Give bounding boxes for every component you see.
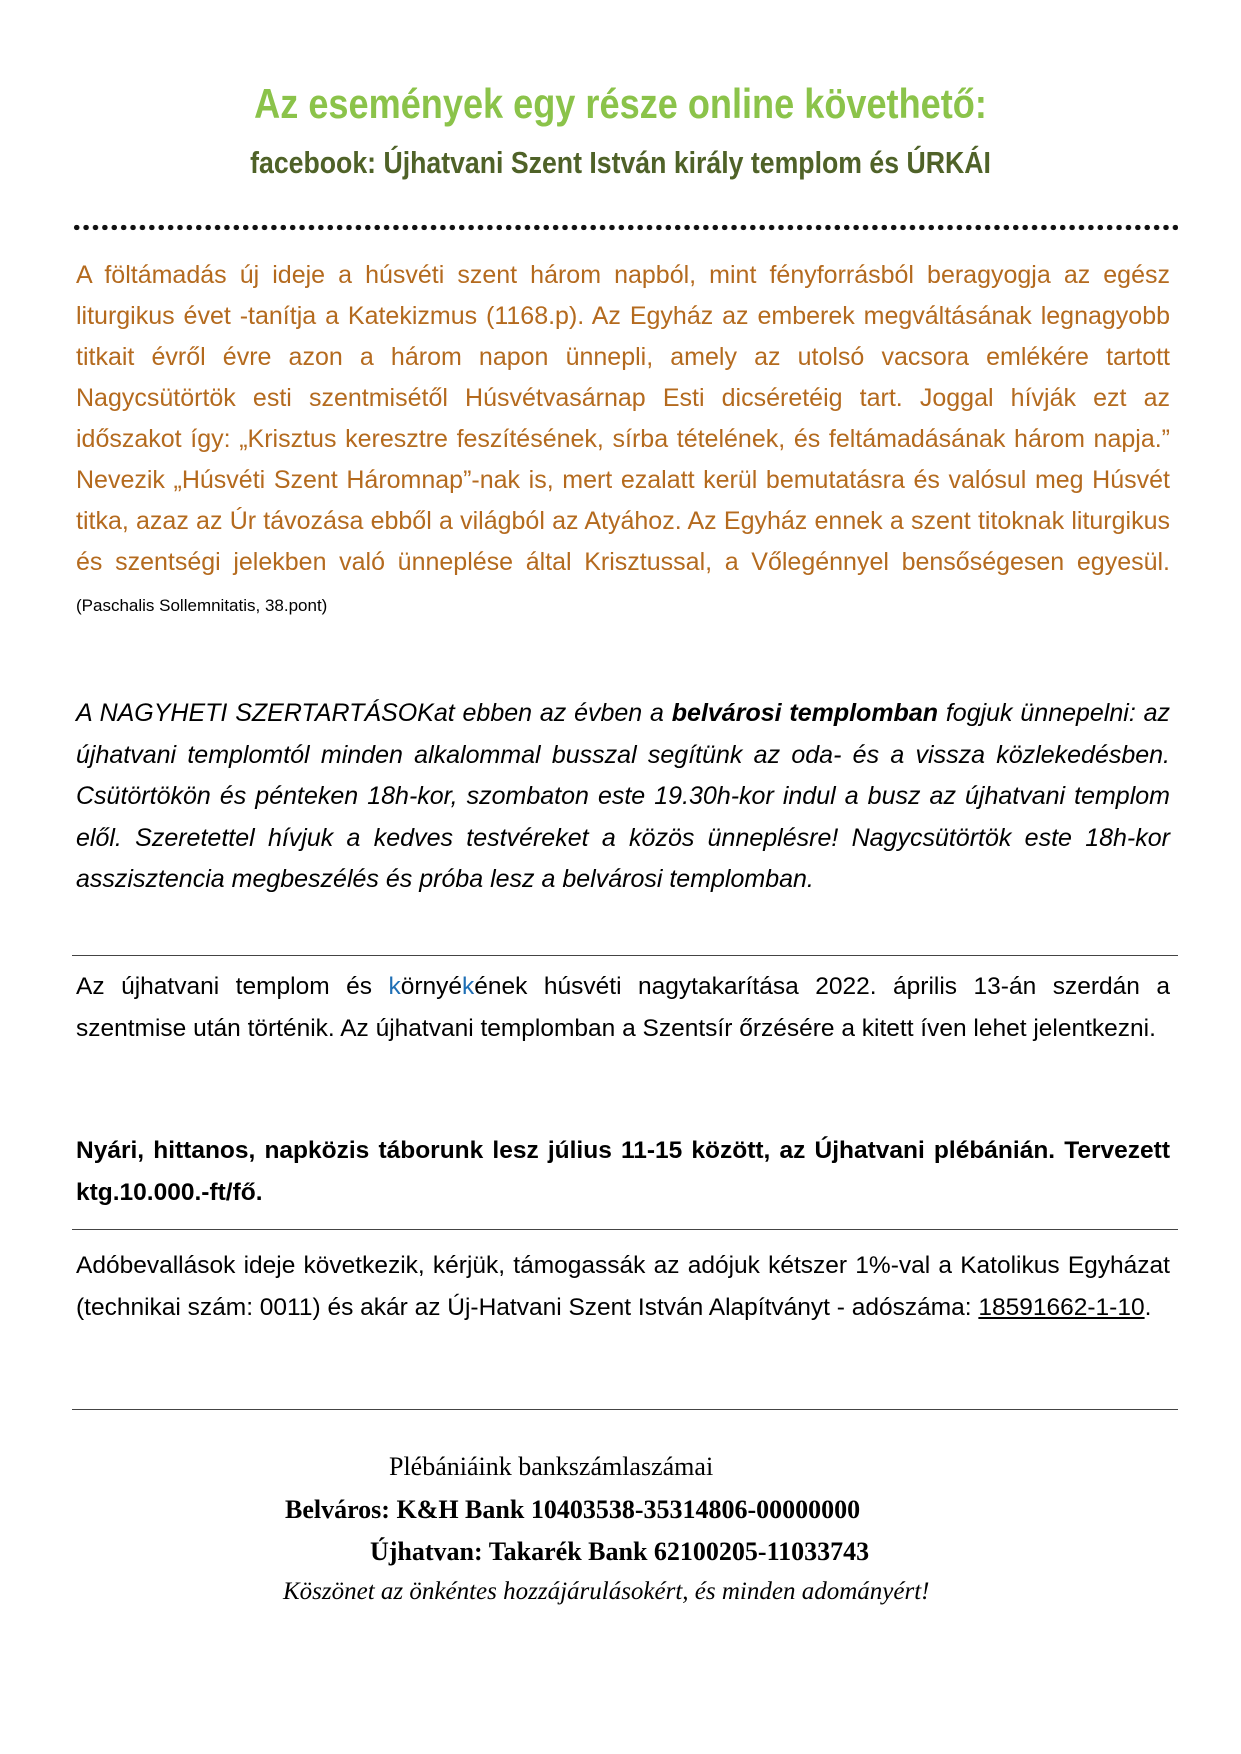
bank-account-belvaros: Belváros: K&H Bank 10403538-35314806-00000000 [285, 1495, 861, 1524]
tax-number: 18591662-1-10 [978, 1293, 1145, 1321]
tax-text-end: . [1144, 1293, 1152, 1321]
holy-week-paragraph [76, 693, 1170, 901]
dotted-divider [72, 224, 1178, 231]
divider-line [72, 1409, 1178, 1410]
holy-week-location: belvárosi templomban [671, 699, 939, 727]
cleaning-text-2: örnyé [400, 973, 463, 1000]
highlight-letter: k [388, 973, 401, 1000]
bank-account-ujhatvan: Újhatvan: Takarék Bank 62100205-11033743 [370, 1537, 870, 1566]
divider-line [72, 1229, 1178, 1230]
thanks-note: Köszönet az önkéntes hozzájárulásokért, és minden adományért! [283, 1578, 930, 1605]
tax-paragraph [76, 1245, 1170, 1328]
page-subtitle: facebook: Újhatvani Szent István király templom és ÚRKÁI [250, 145, 991, 180]
cleaning-text-1: Az újhatvani templom és [76, 973, 389, 1000]
summer-camp-paragraph: Nyári, hittanos, napközis táborunk lesz július 11-15 között, az Újhatvani plébánián. Tervezett ktg.10.000.-ft/fő. [76, 1137, 1170, 1206]
divider-line [72, 955, 1178, 956]
page-title: Az események egy része online követhető: [254, 80, 987, 127]
cleaning-text-3: ének húsvéti nagytakarítása 2022. április 13-án szerdán a szentmise után történik. Az újhatvani templomban a Szentsír őrzésére a kitett íven lehet jelentkezni. [76, 973, 1170, 1042]
easter-triduum-paragraph [76, 255, 1170, 626]
highlight-letter: k [462, 973, 475, 1000]
tax-text: Adóbevallások ideje következik, kérjük, támogassák az adójuk kétszer 1%-val a Katolikus Egyházat (technikai szám: 0011) és akár az Új-Hatvani Szent István Alapítványt - adószáma: [76, 1252, 1170, 1321]
cleaning-paragraph [76, 966, 1170, 1049]
triduum-text: A föltámadás új ideje a húsvéti szent három napból, mint fényforrásból beragyogja az egész liturgikus évet -tanítja a Katekizmus (1168.p). Az Egyház az emberek megváltásának legnagyobb titkait évről évre azon a három napon ünnepli, amely az utolsó vacsora emlékére tartott Nagycsütörtök esti szentmisétől Húsvétvasárnap Esti dicséretéig tart. Joggal hívják ezt az időszakot így: „Krisztus keresztre feszítésének, sírba tételének, és feltámadásának három napja.” Nevezik „Húsvéti Szent Háromnap”-nak is, mert ezalatt kerül bemutatásra és valósul meg Húsvét titka, azaz az Úr távozása ebből a világból az Atyához. Az Egyház ennek a szent titoknak liturgikus és szentségi jelekben való ünneplése által Krisztussal, a Vőlegénnyel bensőségesen egyesül. [76, 261, 1170, 576]
bank-accounts-title: Plébániáink bankszámlaszámai [389, 1452, 714, 1481]
source-citation: (Paschalis Sollemnitatis, 38.pont) [76, 596, 328, 615]
holy-week-text-start: A NAGYHETI SZERTARTÁSOKat ebben az évben a [76, 699, 664, 727]
holy-week-text-end: fogjuk ünnepelni: az újhatvani templomtól minden alkalommal busszal segítünk az oda- és a vissza közlekedésben. Csütörtökön és pénteken 18h-kor, szombaton este 19.30h-kor indul a busz az újhatvani templom elől. Szeretettel hívjuk a kedves testvéreket a közös ünneplésre! Nagycsütörtök este 18h-kor asszisztencia megbeszélés és próba lesz a belvárosi templomban. [76, 699, 1170, 893]
